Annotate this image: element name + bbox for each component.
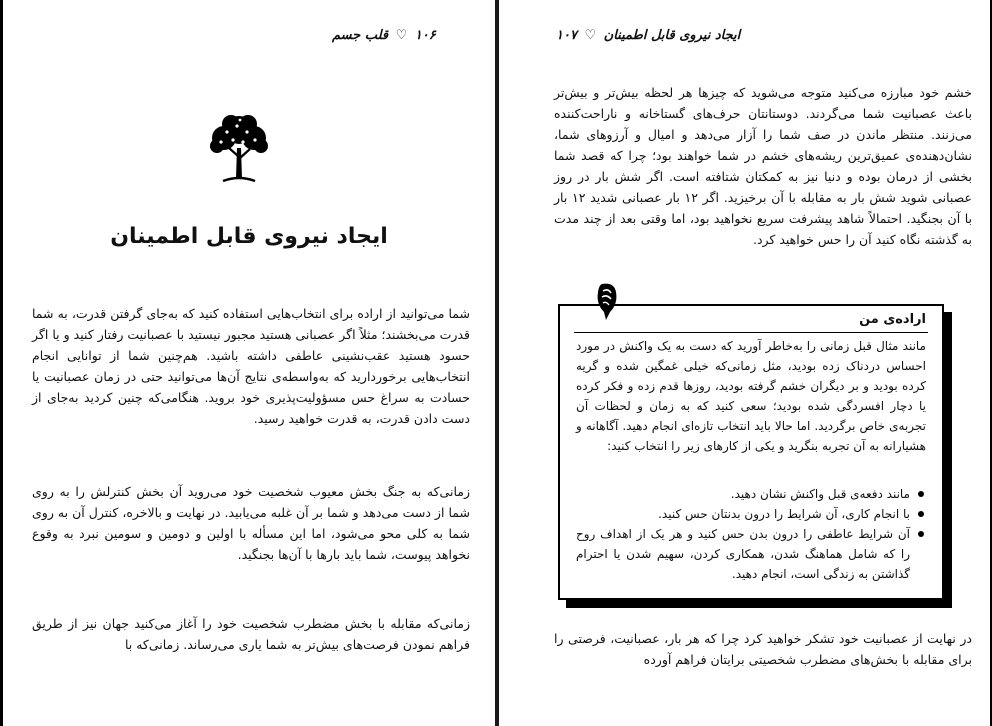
sidebar-box-divider bbox=[574, 332, 928, 333]
sidebar-box-title: اراده‌ی من bbox=[859, 312, 926, 327]
left-page-number: ۱۰۶ bbox=[414, 28, 436, 43]
left-paragraph-1: شما می‌توانید از اراده برای انتخاب‌هایی استفاده کنید که به‌جای گرفتن قدرت، به شما قدرت می‌بخشند؛ مثلاً اگر عصبانی هستید مجبور نیستید با عصبانیت رفتار کنید و یا اگر حسود هستید عقب‌نشینی عاطفی داشته باشید. هم‌چنین شما از توانایی انجام انتخاب‌هایی برخوردارید که به‌واسطه‌ی نتایج آن‌ها می‌توانید حتی در زمان عصبانیت یا حسادت به سراغ حس مسؤولیت‌پذیری خود بروید. هنگامی‌که چنین کردید به‌جای از دست دادن قدرت، به قدرت خواهید رسید. bbox=[32, 306, 470, 426]
right-page-number: ۱۰۷ bbox=[556, 28, 577, 43]
page-edge-left bbox=[0, 0, 3, 726]
sidebar-box-intro: مانند مثال قبل زمانی را به‌خاطر آورید که دست به یک واکنش در مورد احساس دردناک زده بودید، مثل زمانی‌که خیلی غمگین شده و گریه کرده بودید و بر دیگران خشم گرفته بودید، روزها قدم زده و فکر کرده یا دچار افسردگی شده بودید؛ سعی کنید که به زمان و لحظات آن تجربه‌ی خاص برگردید. اما حالا باید انتخاب تازه‌ای انجام دهید. آگاهانه و هشیارانه به آن تجربه بنگرید و یکی از کارهای زیر را انتخاب کنید: bbox=[576, 339, 926, 453]
right-page bbox=[510, 0, 980, 726]
left-running-title: قلب جسم bbox=[332, 28, 389, 43]
sidebar-box bbox=[558, 304, 944, 600]
left-paragraph-3: زمانی‌که مقابله با بخش مضطرب شخصیت خود را آغاز می‌کنید جهان نیز از طریق فراهم نمودن فرصت‌های بیش‌تر به شما یاری می‌رساند. زمانی‌که با bbox=[32, 616, 470, 652]
tree-icon bbox=[207, 112, 271, 192]
heart-icon: ♡ bbox=[395, 28, 408, 43]
left-page-header bbox=[332, 28, 436, 43]
heart-icon: ♡ bbox=[584, 28, 597, 43]
chapter-title: ایجاد نیروی قابل اطمینان bbox=[110, 224, 388, 249]
list-item: با انجام کاری، آن شرایط را درون بدنتان حس کنید. bbox=[576, 504, 910, 524]
right-paragraph-bottom: در نهایت از عصبانیت خود تشکر خواهید کرد چرا که هر بار، عصبانیت، فرصتی را برای مقابله با بخش‌های مضطرب شخصیتی برایتان فراهم آورده bbox=[554, 631, 972, 667]
left-page bbox=[14, 0, 484, 726]
book-gutter bbox=[495, 0, 499, 726]
right-running-title: ایجاد نیروی قابل اطمینان bbox=[603, 28, 741, 43]
list-item: آن شرایط عاطفی را درون بدن حس کنید و هر یک از اهداف روح را که شامل هماهنگ شدن، همکاری کردن، سهیم شدن یا احترام گذاشتن به زندگی است، انجام دهید. bbox=[576, 524, 910, 584]
sidebar-box-list bbox=[576, 484, 926, 584]
right-page-header bbox=[556, 28, 740, 43]
list-item: مانند دفعه‌ی قبل واکنش نشان دهید. bbox=[576, 484, 910, 504]
pen-icon bbox=[594, 282, 620, 322]
left-paragraph-2: زمانی‌که به جنگ بخش معیوب شخصیت خود می‌روید آن بخش کنترلش را به روی شما از دست می‌دهد و شما بر آن غلبه می‌یابید. در نهایت و بالاخره، کنترل آن به روی شما به کلی محو می‌شود، اما این مسأله با اولین و دومین و سومین نبرد به وقوع نخواهد پیوست، شما باید بارها با آن‌ها بجنگید. bbox=[32, 484, 470, 562]
right-paragraph-top: خشم خود مبارزه می‌کنید متوجه می‌شوید که چیزها هر لحظه بیش‌تر و بیش‌تر باعث عصبانیت شما می‌گردند. دوستانتان حرف‌های گستاخانه و ناراحت‌کننده می‌زنند. منتظر ماندن در صف شما را آزار می‌دهد و امیال و آرزوهای شما، نشان‌دهنده‌ی عمیق‌ترین ریشه‌های خشم در شما خواهند بود؛ چرا که قصد شما بخشی از درمان بوده و دنیا نیز به کمکتان شتافته است. اگر شش بار در روز عصبانی شوید شش بار به مقابله با آن برخیزید. اگر ۱۲ بار عصبانی شدید ۱۲ بار با آن بجنگید. احتمالاً شاهد پیشرفت سریع نخواهید بود، اما وقتی بعد از چند مدت به گذشته نگاه کنید آن را حس خواهید کرد. bbox=[554, 85, 972, 247]
